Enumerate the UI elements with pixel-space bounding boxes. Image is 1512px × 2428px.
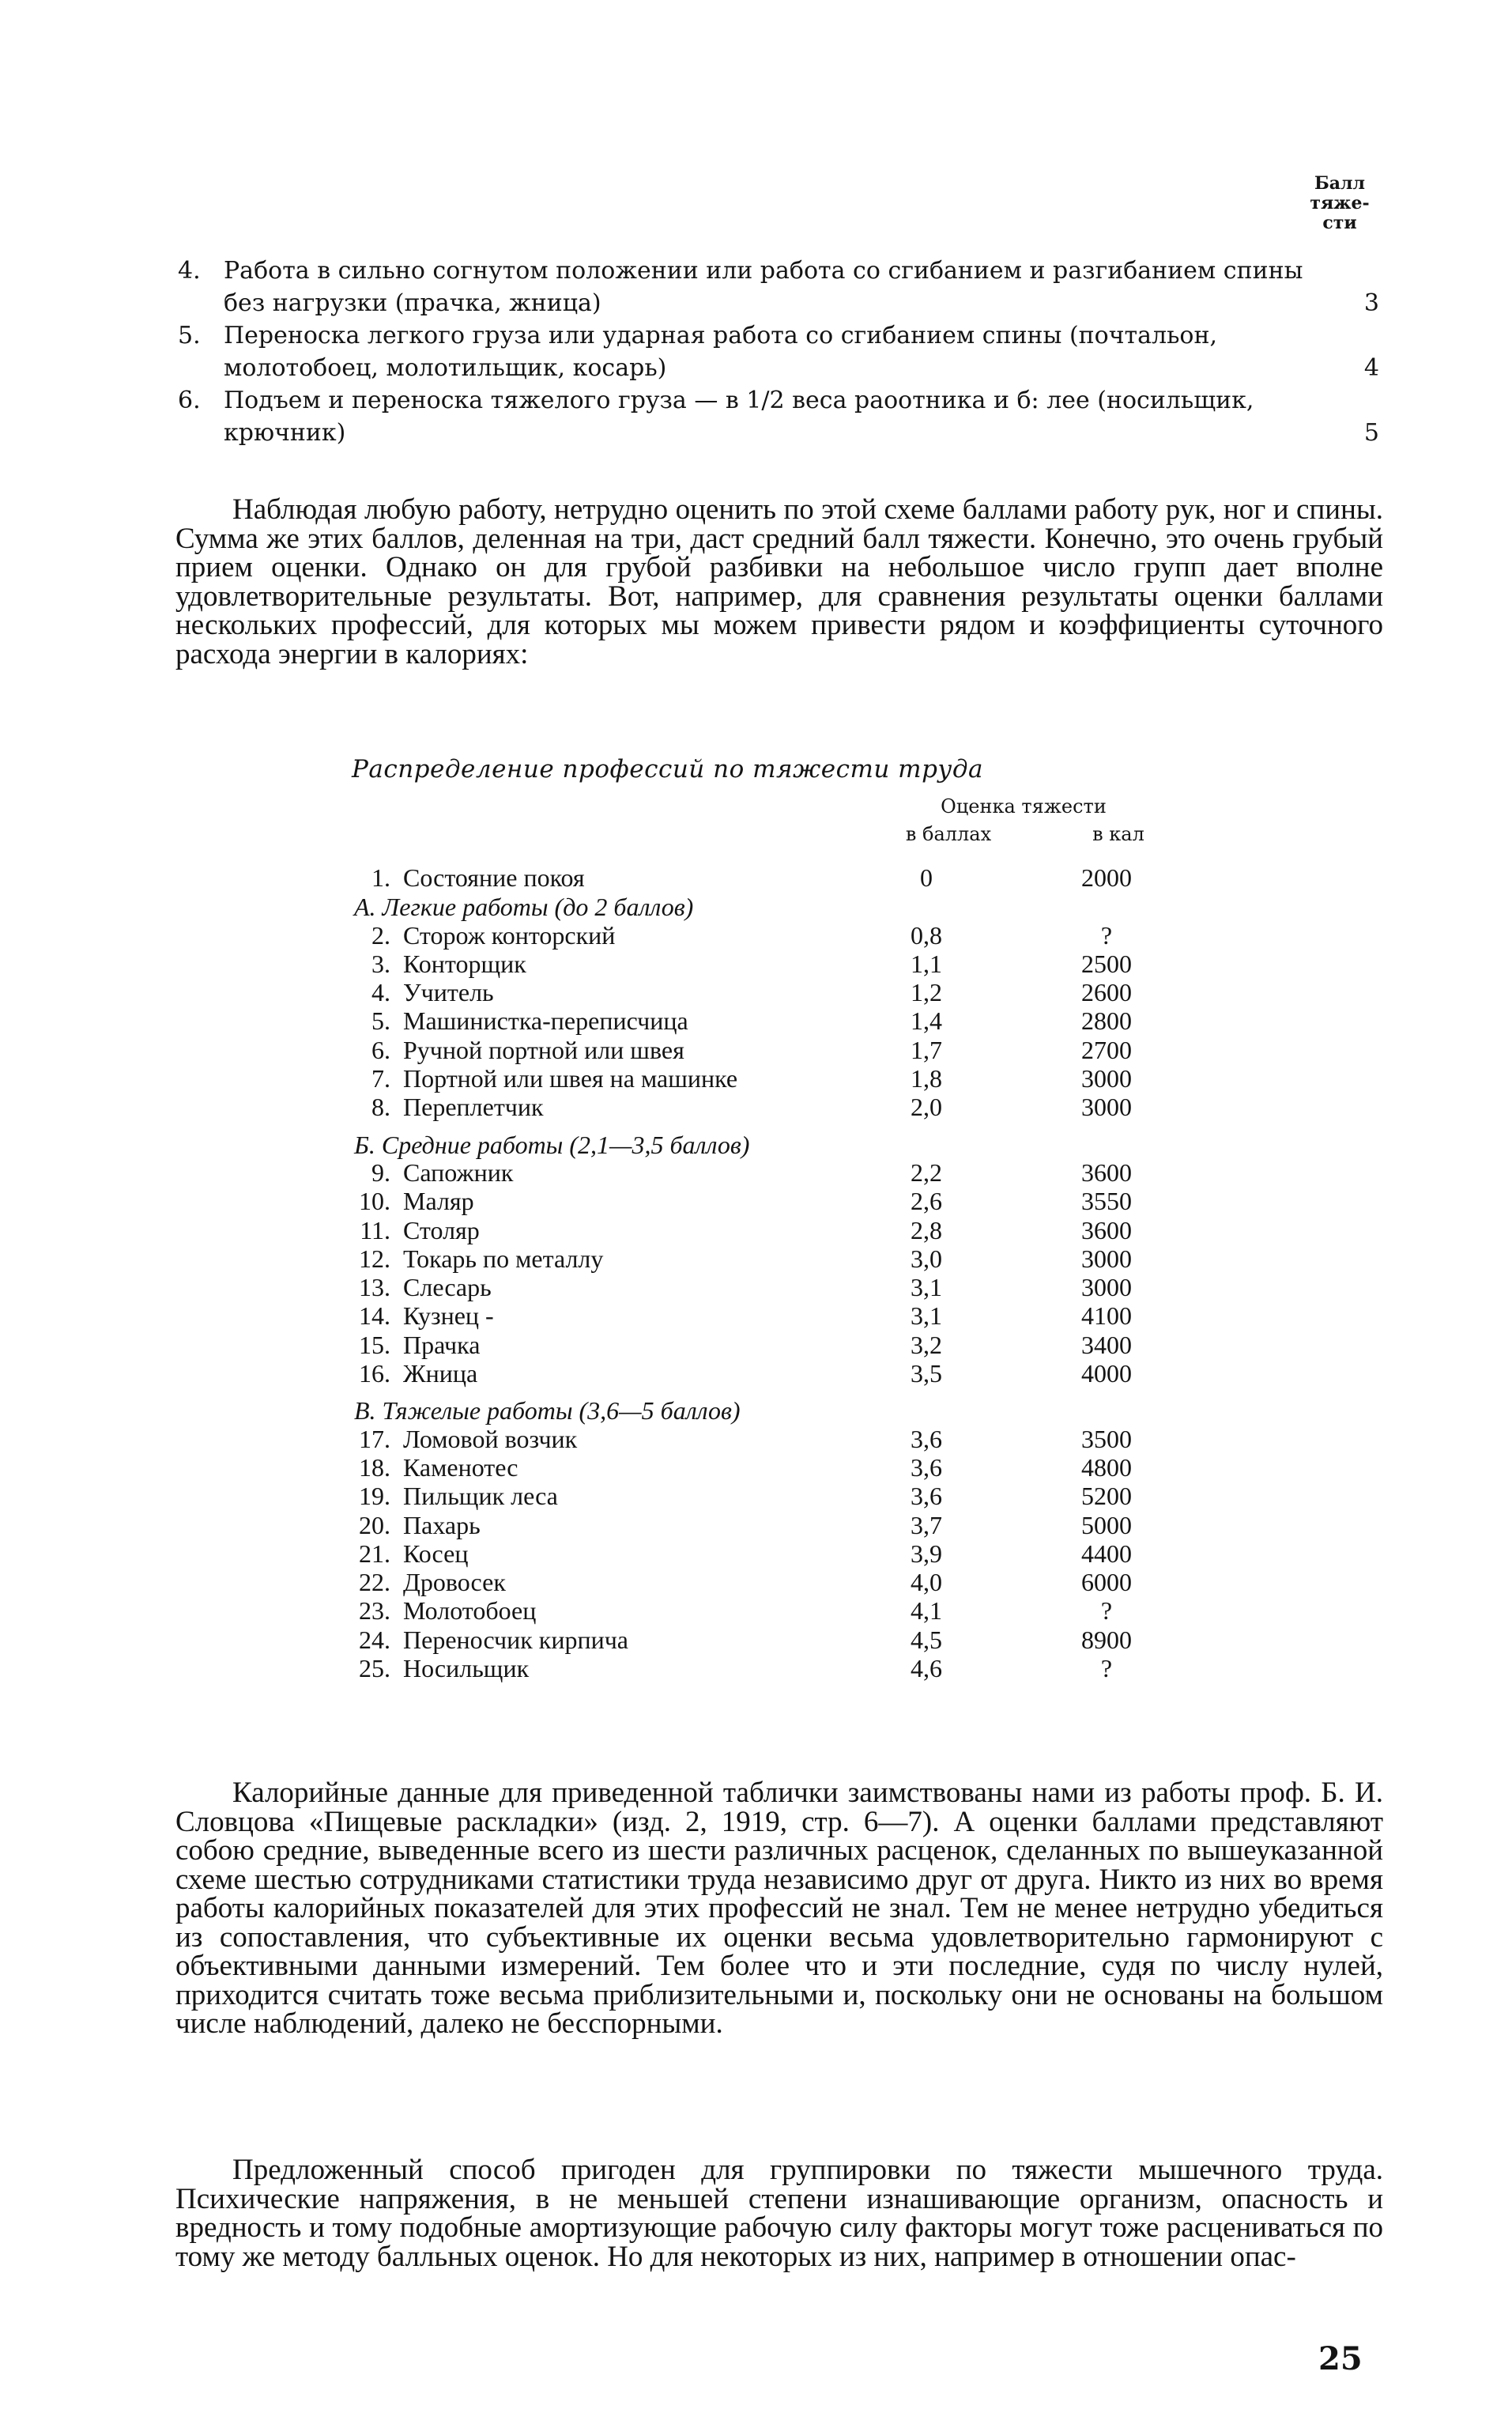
row-balls: 2,0 [911, 1093, 942, 1122]
row-balls: 4,6 [911, 1654, 942, 1683]
row-profession: Каменотес [403, 1452, 518, 1482]
list-item-score: 4 [1363, 354, 1379, 382]
row-profession: Учитель [403, 978, 494, 1007]
row-kal: 5200 [1081, 1482, 1132, 1511]
row-kal: 2800 [1081, 1006, 1132, 1036]
scoring-scheme-list [178, 255, 1379, 449]
table-group-heading: Б. Средние работы (2,1—3,5 баллов) [354, 1130, 750, 1159]
row-kal: 8900 [1081, 1625, 1132, 1654]
table-row [348, 1482, 1201, 1510]
table-row [348, 1568, 1201, 1596]
row-kal: ? [1100, 1596, 1113, 1626]
score-heading-line: сти [1322, 213, 1357, 233]
row-balls: 3,7 [911, 1510, 942, 1539]
professions-table [348, 863, 1201, 1682]
list-item [178, 384, 1379, 449]
row-number: 24. [359, 1625, 390, 1654]
row-kal: 4800 [1081, 1452, 1132, 1482]
table-row [348, 1036, 1201, 1064]
body-paragraph: Предложенный способ пригоден для группировки по тяжести мышечного труда. Психические напряжения, в не меньшей степени изнашивающие организм, опасность и вредность и тому подобные амортизующие рабочую силу факторы могут тоже расцениваться по тому же методу балльных оценок. Но для некоторых из них, например в отношении опас- [175, 2154, 1383, 2273]
row-balls: 3,1 [911, 1301, 942, 1331]
table-row [348, 1359, 1201, 1388]
row-profession: Пильщик леса [403, 1482, 558, 1511]
row-balls: 0 [920, 863, 933, 892]
row-number: 4. [371, 978, 390, 1007]
row-number: 11. [360, 1215, 390, 1244]
row-profession: Ломовой возчик [403, 1424, 578, 1453]
row-profession: Ручной портной или швея [403, 1035, 684, 1064]
table-row [348, 1539, 1201, 1568]
table-row [348, 1425, 1201, 1453]
body-paragraph: Калорийные данные для приведенной таблички заимствованы нами из работы проф. Б. И. Словцова «Пищевые раскладки» (изд. 2, 1919, стр. 6—7). А оценки баллами представляют собою средние, выведенные всего из шести различных расценок, сделанных по вышеуказанной схеме шестью сотрудниками статистики труда независимо друг от друга. Никто из них во время работы калорийных показателей для этих профессий не знал. Тем не менее нетрудно убедиться из сопоставления, что субъективные их оценки весьма удовлетворительно гармонируют с объективными данными измерений. Тем более что и эти последние, судя по числу нулей, приходится считать тоже весьма приблизительными и, поскольку они не основаны на большом числе наблюдений, далеко не бесспорными. [175, 1777, 1383, 2040]
list-item-text: Подъем и переноска тяжелого груза — в 1/2 веса раоотника и б: лее (носильщик, крючник) [224, 387, 1254, 447]
row-profession: Молотобоец [403, 1596, 537, 1626]
row-profession: Машинистка-переписчица [403, 1006, 688, 1036]
list-item-score: 5 [1363, 419, 1379, 447]
row-number: 5. [371, 1006, 390, 1036]
table-header: Оценка тяжести [941, 795, 1107, 818]
row-number: 12. [359, 1244, 390, 1273]
row-balls: 1,2 [911, 978, 942, 1007]
list-item-text: Переноска легкого груза или ударная работа со сгибанием спины (почтальон, молотобоец, молотильщик, косарь) [224, 322, 1218, 382]
table-groups [348, 892, 1201, 1682]
row-number: 17. [359, 1424, 390, 1453]
table-row [348, 1596, 1201, 1625]
page-number: 25 [1318, 2340, 1363, 2377]
row-balls: 1,1 [911, 949, 942, 978]
table-row [348, 1158, 1201, 1187]
row-number: 13. [359, 1273, 390, 1302]
row-number: 8. [371, 1093, 390, 1122]
row-balls: 3,6 [911, 1424, 942, 1453]
table-row [348, 921, 1201, 950]
row-balls: 3,9 [911, 1539, 942, 1568]
row-kal: 5000 [1081, 1510, 1132, 1539]
row-kal: 3600 [1081, 1157, 1132, 1187]
row-number: 2. [371, 920, 390, 950]
row-number: 7. [371, 1064, 390, 1093]
list-item-score: 3 [1363, 289, 1379, 317]
table-row [348, 1216, 1201, 1244]
row-kal: 2000 [1081, 863, 1132, 892]
body-paragraph: Наблюдая любую работу, нетрудно оценить по этой схеме баллами работу рук, ног и спины. Сумма же этих баллов, деленная на три, даст средний балл тяжести. Конечно, это очень грубый прием оценки. Однако он для грубой разбивки на небольшое число групп дает вполне удовлетворительные результаты. Вот, например, для сравнения результаты оценки баллами нескольких профессий, для которых мы можем привести рядом и коэффициенты суточного расхода энергии в калориях: [175, 493, 1383, 670]
list-item [178, 255, 1379, 319]
row-profession: Состояние покоя [403, 863, 585, 892]
table-title: Распределение профессий по тяжести труда [352, 755, 984, 784]
row-kal: 2600 [1081, 978, 1132, 1007]
row-profession: Токарь по металлу [403, 1244, 604, 1273]
row-profession: Прачка [403, 1330, 481, 1359]
table-row [348, 1093, 1201, 1121]
row-number: 14. [359, 1301, 390, 1331]
row-profession: Сторож конторский [403, 920, 616, 950]
row-kal: 2700 [1081, 1035, 1132, 1064]
score-column-heading [1296, 174, 1383, 233]
score-heading-line: тяже- [1310, 193, 1370, 213]
row-balls: 1,7 [911, 1035, 942, 1064]
row-number: 15. [359, 1330, 390, 1359]
row-number: 6. [371, 1035, 390, 1064]
list-item-number: 4. [178, 257, 201, 285]
row-profession: Кузнец - [403, 1301, 494, 1331]
row-number: 19. [359, 1482, 390, 1511]
row-kal: ? [1100, 920, 1113, 950]
table-row [348, 1626, 1201, 1654]
row-profession: Сапожник [403, 1157, 514, 1187]
row-balls: 2,8 [911, 1215, 942, 1244]
list-item-number: 5. [178, 322, 201, 349]
row-balls: 3,5 [911, 1359, 942, 1388]
row-kal: 4000 [1081, 1359, 1132, 1388]
row-number: 25. [359, 1654, 390, 1683]
row-profession: Дровосек [403, 1568, 506, 1597]
list-item-number: 6. [178, 387, 201, 414]
row-kal: 2500 [1081, 949, 1132, 978]
row-profession: Косец [403, 1539, 469, 1568]
row-balls: 3,1 [911, 1273, 942, 1302]
row-kal: 3550 [1081, 1187, 1132, 1216]
row-balls: 1,8 [911, 1064, 942, 1093]
table-group-heading: В. Тяжелые работы (3,6—5 баллов) [354, 1396, 741, 1425]
row-profession: Пахарь [403, 1510, 481, 1539]
table-row [348, 978, 1201, 1006]
row-profession: Маляр [403, 1187, 474, 1216]
row-kal: ? [1100, 1654, 1113, 1683]
row-kal: 3000 [1081, 1244, 1132, 1273]
row-kal: 3400 [1081, 1330, 1132, 1359]
table-row [348, 950, 1201, 978]
row-number: 9. [371, 1157, 390, 1187]
table-row [348, 1453, 1201, 1482]
row-profession: Переносчик кирпича [403, 1625, 628, 1654]
row-profession: Конторщик [403, 949, 526, 978]
row-number: 22. [359, 1568, 390, 1597]
table-row [348, 1654, 1201, 1682]
row-balls: 2,6 [911, 1187, 942, 1216]
row-balls: 3,6 [911, 1482, 942, 1511]
table-row [348, 1006, 1201, 1035]
row-kal: 4100 [1081, 1301, 1132, 1331]
row-number: 16. [359, 1359, 390, 1388]
row-profession: Носильщик [403, 1654, 530, 1683]
row-profession: Портной или швея на машинке [403, 1064, 738, 1093]
row-kal: 3000 [1081, 1064, 1132, 1093]
row-number: 23. [359, 1596, 390, 1626]
row-balls: 4,1 [911, 1596, 942, 1626]
row-balls: 4,5 [911, 1625, 942, 1654]
row-profession: Жница [403, 1359, 478, 1388]
score-heading-line: Балл [1314, 173, 1366, 194]
row-number: 21. [359, 1539, 390, 1568]
row-profession: Переплетчик [403, 1093, 544, 1122]
row-balls: 3,6 [911, 1452, 942, 1482]
row-balls: 2,2 [911, 1157, 942, 1187]
row-number: 10. [359, 1187, 390, 1216]
list-item-text: Работа в сильно согнутом положении или работа со сгибанием и разгибанием спины без нагрузки (прачка, жница) [224, 257, 1303, 317]
row-balls: 4,0 [911, 1568, 942, 1597]
row-kal: 3500 [1081, 1424, 1132, 1453]
row-kal: 3000 [1081, 1273, 1132, 1302]
row-kal: 3000 [1081, 1093, 1132, 1122]
column-header-balls: в баллах [905, 823, 992, 845]
row-balls: 3,0 [911, 1244, 942, 1273]
list-item [178, 319, 1379, 384]
table-row [348, 1301, 1201, 1330]
table-group-heading: А. Легкие работы (до 2 баллов) [354, 893, 694, 922]
table-row [348, 1187, 1201, 1215]
row-balls: 3,2 [911, 1330, 942, 1359]
row-kal: 6000 [1081, 1568, 1132, 1597]
column-header-kal: в кал [1092, 823, 1144, 845]
row-number: 3. [371, 949, 390, 978]
row-profession: Слесарь [403, 1273, 492, 1302]
row-balls: 1,4 [911, 1006, 942, 1036]
row-number: 1. [371, 863, 390, 892]
row-profession: Столяр [403, 1215, 480, 1244]
table-row [348, 1331, 1201, 1359]
row-balls: 0,8 [911, 920, 942, 950]
table-row [348, 863, 1201, 892]
row-number: 18. [359, 1452, 390, 1482]
table-row [348, 1273, 1201, 1301]
table-row [348, 1064, 1201, 1093]
row-number: 20. [359, 1510, 390, 1539]
table-row [348, 1511, 1201, 1539]
table-row [348, 1244, 1201, 1273]
row-kal: 3600 [1081, 1215, 1132, 1244]
row-kal: 4400 [1081, 1539, 1132, 1568]
